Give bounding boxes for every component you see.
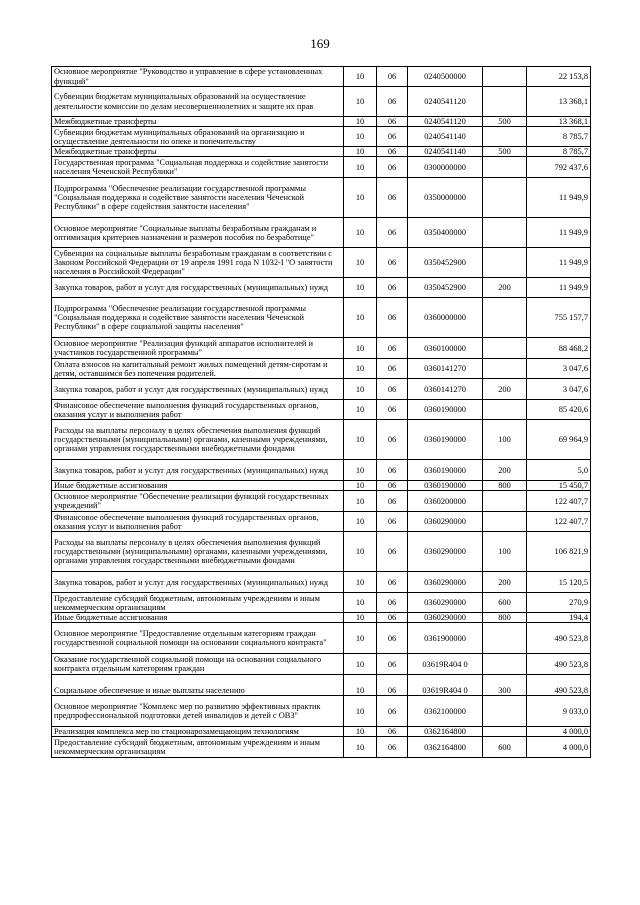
row-expense-type-cell bbox=[483, 178, 527, 218]
table-row bbox=[52, 572, 591, 593]
row-subsection-cell: 06 bbox=[377, 532, 408, 572]
row-expense-type-cell bbox=[483, 359, 527, 379]
row-subsection-cell: 06 bbox=[377, 67, 408, 87]
row-section-cell: 10 bbox=[344, 117, 377, 127]
row-amount-cell: 3 047,6 bbox=[527, 359, 591, 379]
table-row bbox=[52, 623, 591, 654]
row-subsection-cell: 06 bbox=[377, 481, 408, 491]
row-subsection-cell: 06 bbox=[377, 359, 408, 379]
table-row bbox=[52, 727, 591, 737]
row-amount-cell: 11 949,9 bbox=[527, 178, 591, 218]
table-row bbox=[52, 532, 591, 572]
row-subsection-cell: 06 bbox=[377, 117, 408, 127]
row-section-cell: 10 bbox=[344, 400, 377, 420]
table-row bbox=[52, 147, 591, 157]
row-subsection-cell: 06 bbox=[377, 400, 408, 420]
row-target-code-cell: 0360190000 bbox=[408, 481, 483, 491]
row-amount-cell: 122 407,7 bbox=[527, 491, 591, 512]
row-section-cell: 10 bbox=[344, 248, 377, 278]
table-row bbox=[52, 87, 591, 117]
row-expense-type-cell: 600 bbox=[483, 737, 527, 758]
row-section-cell: 10 bbox=[344, 67, 377, 87]
row-name-cell: Субвенции бюджетам муниципальных образований на осуществление деятельности комиссии по делам несовершеннолетних и защите их прав bbox=[52, 87, 344, 117]
row-expense-type-cell bbox=[483, 298, 527, 338]
row-target-code-cell: 0360141270 bbox=[408, 379, 483, 400]
row-section-cell: 10 bbox=[344, 696, 377, 727]
row-amount-cell: 122 407,7 bbox=[527, 512, 591, 532]
row-target-code-cell: 0362100000 bbox=[408, 696, 483, 727]
table-row bbox=[52, 491, 591, 512]
table-row bbox=[52, 613, 591, 623]
table-row bbox=[52, 248, 591, 278]
row-target-code-cell: 0240541140 bbox=[408, 147, 483, 157]
row-expense-type-cell bbox=[483, 491, 527, 512]
row-amount-cell: 5,0 bbox=[527, 460, 591, 481]
row-amount-cell: 13 368,1 bbox=[527, 87, 591, 117]
row-name-cell: Основное мероприятие "Комплекс мер по развитию эффективных практик предпрофессиональной подготовки детей инвалидов и детей с ОВЗ" bbox=[52, 696, 344, 727]
row-expense-type-cell: 300 bbox=[483, 675, 527, 696]
row-section-cell: 10 bbox=[344, 593, 377, 613]
row-name-cell: Предоставление субсидий бюджетным, автономным учреждениям и иным некоммерческим организациям bbox=[52, 593, 344, 613]
table-row bbox=[52, 420, 591, 460]
table-row bbox=[52, 338, 591, 359]
row-target-code-cell: 03619R404 0 bbox=[408, 675, 483, 696]
row-name-cell: Субвенции на социальные выплаты безработным гражданам в соответствии с Законом Российской Федерации от 19 апреля 1991 года N 1032-I "О занятости населения в Российской Федерации" bbox=[52, 248, 344, 278]
row-subsection-cell: 06 bbox=[377, 218, 408, 248]
row-subsection-cell: 06 bbox=[377, 654, 408, 675]
row-target-code-cell: 0240500000 bbox=[408, 67, 483, 87]
table-row bbox=[52, 481, 591, 491]
row-target-code-cell: 0360190000 bbox=[408, 420, 483, 460]
table-row bbox=[52, 127, 591, 147]
row-section-cell: 10 bbox=[344, 338, 377, 359]
row-section-cell: 10 bbox=[344, 157, 377, 178]
row-expense-type-cell: 500 bbox=[483, 147, 527, 157]
row-section-cell: 10 bbox=[344, 623, 377, 654]
row-name-cell: Реализация комплекса мер по стационарозамещающим технологиям bbox=[52, 727, 344, 737]
row-amount-cell: 4 000,0 bbox=[527, 727, 591, 737]
row-subsection-cell: 06 bbox=[377, 623, 408, 654]
row-expense-type-cell bbox=[483, 727, 527, 737]
row-subsection-cell: 06 bbox=[377, 460, 408, 481]
row-expense-type-cell bbox=[483, 654, 527, 675]
row-amount-cell: 13 368,1 bbox=[527, 117, 591, 127]
row-section-cell: 10 bbox=[344, 675, 377, 696]
row-target-code-cell: 0360290000 bbox=[408, 512, 483, 532]
row-name-cell: Финансовое обеспечение выполнения функций государственных органов, оказания услуг и выполнения работ bbox=[52, 512, 344, 532]
row-expense-type-cell bbox=[483, 67, 527, 87]
row-name-cell: Основное мероприятие "Обеспечение реализации функций государственных учреждений" bbox=[52, 491, 344, 512]
row-section-cell: 10 bbox=[344, 298, 377, 338]
row-amount-cell: 11 949,9 bbox=[527, 278, 591, 298]
row-section-cell: 10 bbox=[344, 481, 377, 491]
row-name-cell: Финансовое обеспечение выполнения функций государственных органов, оказания услуг и выполнения работ bbox=[52, 400, 344, 420]
row-name-cell: Закупка товаров, работ и услуг для государственных (муниципальных) нужд bbox=[52, 572, 344, 593]
row-subsection-cell: 06 bbox=[377, 727, 408, 737]
row-subsection-cell: 06 bbox=[377, 420, 408, 460]
row-expense-type-cell: 100 bbox=[483, 532, 527, 572]
row-amount-cell: 755 157,7 bbox=[527, 298, 591, 338]
row-amount-cell: 15 120,5 bbox=[527, 572, 591, 593]
row-amount-cell: 194,4 bbox=[527, 613, 591, 623]
row-section-cell: 10 bbox=[344, 654, 377, 675]
row-name-cell: Основное мероприятие "Социальные выплаты безработным гражданам и оптимизация критериев назначения и размеров пособия по безработице" bbox=[52, 218, 344, 248]
table-row bbox=[52, 675, 591, 696]
row-name-cell: Основное мероприятие "Реализация функций аппаратов исполнителей и участников государственной программы" bbox=[52, 338, 344, 359]
row-section-cell: 10 bbox=[344, 359, 377, 379]
row-name-cell: Закупка товаров, работ и услуг для государственных (муниципальных) нужд bbox=[52, 460, 344, 481]
table-row bbox=[52, 157, 591, 178]
row-amount-cell: 3 047,6 bbox=[527, 379, 591, 400]
row-section-cell: 10 bbox=[344, 491, 377, 512]
row-name-cell: Социальное обеспечение и иные выплаты населению bbox=[52, 675, 344, 696]
row-expense-type-cell: 100 bbox=[483, 420, 527, 460]
row-target-code-cell: 0300000000 bbox=[408, 157, 483, 178]
row-name-cell: Закупка товаров, работ и услуг для государственных (муниципальных) нужд bbox=[52, 379, 344, 400]
row-target-code-cell: 0350400000 bbox=[408, 218, 483, 248]
row-amount-cell: 490 523,8 bbox=[527, 623, 591, 654]
row-expense-type-cell bbox=[483, 338, 527, 359]
row-subsection-cell: 06 bbox=[377, 87, 408, 117]
row-expense-type-cell: 800 bbox=[483, 481, 527, 491]
table-row bbox=[52, 218, 591, 248]
row-name-cell: Закупка товаров, работ и услуг для государственных (муниципальных) нужд bbox=[52, 278, 344, 298]
row-expense-type-cell: 600 bbox=[483, 593, 527, 613]
row-amount-cell: 88 468,2 bbox=[527, 338, 591, 359]
row-amount-cell: 8 785,7 bbox=[527, 127, 591, 147]
page-number: 169 bbox=[310, 36, 330, 51]
row-subsection-cell: 06 bbox=[377, 127, 408, 147]
row-section-cell: 10 bbox=[344, 460, 377, 481]
row-subsection-cell: 06 bbox=[377, 696, 408, 727]
row-name-cell: Расходы на выплаты персоналу в целях обеспечения выполнения функций государственными (муниципальными) органами, казенными учреждениями, органами управления государственными внебюджетными фондами bbox=[52, 420, 344, 460]
row-subsection-cell: 06 bbox=[377, 593, 408, 613]
row-subsection-cell: 06 bbox=[377, 512, 408, 532]
row-target-code-cell: 0360290000 bbox=[408, 532, 483, 572]
row-expense-type-cell: 800 bbox=[483, 613, 527, 623]
row-amount-cell: 11 949,9 bbox=[527, 248, 591, 278]
table-row bbox=[52, 117, 591, 127]
row-expense-type-cell bbox=[483, 248, 527, 278]
row-target-code-cell: 0360200000 bbox=[408, 491, 483, 512]
row-amount-cell: 22 153,8 bbox=[527, 67, 591, 87]
row-amount-cell: 792 437,6 bbox=[527, 157, 591, 178]
table-row bbox=[52, 512, 591, 532]
row-subsection-cell: 06 bbox=[377, 278, 408, 298]
table-row bbox=[52, 67, 591, 87]
row-name-cell: Иные бюджетные ассигнования bbox=[52, 481, 344, 491]
row-target-code-cell: 0350452900 bbox=[408, 248, 483, 278]
row-target-code-cell: 0362164800 bbox=[408, 727, 483, 737]
row-name-cell: Субвенции бюджетам муниципальных образований на организацию и осуществление деятельности по опеке и попечительству bbox=[52, 127, 344, 147]
row-expense-type-cell bbox=[483, 696, 527, 727]
row-name-cell: Оплата взносов на капитальный ремонт жилых помещений детям-сиротам и детям, оставшимся без попечения родителей. bbox=[52, 359, 344, 379]
row-target-code-cell: 0360290000 bbox=[408, 613, 483, 623]
row-expense-type-cell bbox=[483, 127, 527, 147]
row-amount-cell: 85 420,6 bbox=[527, 400, 591, 420]
row-name-cell: Подпрограмма "Обеспечение реализации государственной программы "Социальная поддержка и содействие занятости населения Чеченской Республики" в сфере содействия занятости населения" bbox=[52, 178, 344, 218]
row-subsection-cell: 06 bbox=[377, 298, 408, 338]
row-expense-type-cell bbox=[483, 218, 527, 248]
row-target-code-cell: 0360190000 bbox=[408, 400, 483, 420]
row-subsection-cell: 06 bbox=[377, 338, 408, 359]
row-target-code-cell: 0360100000 bbox=[408, 338, 483, 359]
row-name-cell: Предоставление субсидий бюджетным, автономным учреждениям и иным некоммерческим организациям bbox=[52, 737, 344, 758]
row-section-cell: 10 bbox=[344, 379, 377, 400]
row-expense-type-cell bbox=[483, 87, 527, 117]
row-subsection-cell: 06 bbox=[377, 675, 408, 696]
row-name-cell: Основное мероприятие "Руководство и управление в сфере установленных функций" bbox=[52, 67, 344, 87]
table-row bbox=[52, 178, 591, 218]
row-section-cell: 10 bbox=[344, 727, 377, 737]
row-target-code-cell: 0240541140 bbox=[408, 127, 483, 147]
table-row bbox=[52, 593, 591, 613]
row-name-cell: Основное мероприятие "Предоставление отдельным категориям граждан государственной социальной помощи на основании социального контракта" bbox=[52, 623, 344, 654]
row-section-cell: 10 bbox=[344, 127, 377, 147]
row-expense-type-cell bbox=[483, 400, 527, 420]
row-amount-cell: 270,9 bbox=[527, 593, 591, 613]
row-target-code-cell: 0240541120 bbox=[408, 117, 483, 127]
row-target-code-cell: 0360290000 bbox=[408, 572, 483, 593]
row-name-cell: Подпрограмма "Обеспечение реализации государственной программы "Социальная поддержка и содействие занятости населения Чеченской Республики" в сфере социальной защиты населения" bbox=[52, 298, 344, 338]
row-target-code-cell: 0360190000 bbox=[408, 460, 483, 481]
row-section-cell: 10 bbox=[344, 147, 377, 157]
row-subsection-cell: 06 bbox=[377, 248, 408, 278]
row-name-cell: Расходы на выплаты персоналу в целях обеспечения выполнения функций государственными (муниципальными) органами, казенными учреждениями, органами управления государственными внебюджетными фондами bbox=[52, 532, 344, 572]
row-amount-cell: 15 450,7 bbox=[527, 481, 591, 491]
row-target-code-cell: 0360141270 bbox=[408, 359, 483, 379]
row-section-cell: 10 bbox=[344, 178, 377, 218]
row-section-cell: 10 bbox=[344, 278, 377, 298]
row-name-cell: Межбюджетные трансферты bbox=[52, 117, 344, 127]
row-expense-type-cell: 500 bbox=[483, 117, 527, 127]
row-target-code-cell: 0360000000 bbox=[408, 298, 483, 338]
row-amount-cell: 4 000,0 bbox=[527, 737, 591, 758]
row-subsection-cell: 06 bbox=[377, 491, 408, 512]
row-name-cell: Оказание государственной социальной помощи на основании социального контракта отдельным категориям граждан bbox=[52, 654, 344, 675]
row-amount-cell: 69 964,9 bbox=[527, 420, 591, 460]
row-target-code-cell: 0360290000 bbox=[408, 593, 483, 613]
row-amount-cell: 490 523,8 bbox=[527, 675, 591, 696]
row-section-cell: 10 bbox=[344, 218, 377, 248]
row-name-cell: Межбюджетные трансферты bbox=[52, 147, 344, 157]
row-target-code-cell: 0361900000 bbox=[408, 623, 483, 654]
row-section-cell: 10 bbox=[344, 87, 377, 117]
row-subsection-cell: 06 bbox=[377, 572, 408, 593]
row-target-code-cell: 0362164800 bbox=[408, 737, 483, 758]
row-section-cell: 10 bbox=[344, 512, 377, 532]
row-subsection-cell: 06 bbox=[377, 157, 408, 178]
table-row bbox=[52, 379, 591, 400]
row-section-cell: 10 bbox=[344, 572, 377, 593]
row-section-cell: 10 bbox=[344, 420, 377, 460]
row-name-cell: Государственная программа "Социальная поддержка и содействие занятости населения Чеченской Республики" bbox=[52, 157, 344, 178]
row-target-code-cell: 03619R404 0 bbox=[408, 654, 483, 675]
table-row bbox=[52, 654, 591, 675]
row-amount-cell: 9 033,0 bbox=[527, 696, 591, 727]
row-subsection-cell: 06 bbox=[377, 613, 408, 623]
row-name-cell: Иные бюджетные ассигнования bbox=[52, 613, 344, 623]
row-target-code-cell: 0350452900 bbox=[408, 278, 483, 298]
row-amount-cell: 490 523,8 bbox=[527, 654, 591, 675]
table-row bbox=[52, 696, 591, 727]
row-subsection-cell: 06 bbox=[377, 178, 408, 218]
row-expense-type-cell bbox=[483, 512, 527, 532]
table-row bbox=[52, 737, 591, 758]
row-expense-type-cell: 200 bbox=[483, 379, 527, 400]
table-row bbox=[52, 400, 591, 420]
row-expense-type-cell bbox=[483, 623, 527, 654]
row-subsection-cell: 06 bbox=[377, 737, 408, 758]
table-row bbox=[52, 278, 591, 298]
table-row bbox=[52, 298, 591, 338]
row-target-code-cell: 0240541120 bbox=[408, 87, 483, 117]
row-expense-type-cell bbox=[483, 157, 527, 178]
row-subsection-cell: 06 bbox=[377, 147, 408, 157]
row-amount-cell: 8 785,7 bbox=[527, 147, 591, 157]
row-amount-cell: 106 821,9 bbox=[527, 532, 591, 572]
budget-table bbox=[51, 66, 591, 758]
budget-table-body bbox=[52, 67, 591, 758]
row-subsection-cell: 06 bbox=[377, 379, 408, 400]
table-row bbox=[52, 460, 591, 481]
row-expense-type-cell: 200 bbox=[483, 572, 527, 593]
row-section-cell: 10 bbox=[344, 613, 377, 623]
row-target-code-cell: 0350000000 bbox=[408, 178, 483, 218]
row-amount-cell: 11 949,9 bbox=[527, 218, 591, 248]
row-expense-type-cell: 200 bbox=[483, 278, 527, 298]
table-row bbox=[52, 359, 591, 379]
row-section-cell: 10 bbox=[344, 532, 377, 572]
row-expense-type-cell: 200 bbox=[483, 460, 527, 481]
row-section-cell: 10 bbox=[344, 737, 377, 758]
